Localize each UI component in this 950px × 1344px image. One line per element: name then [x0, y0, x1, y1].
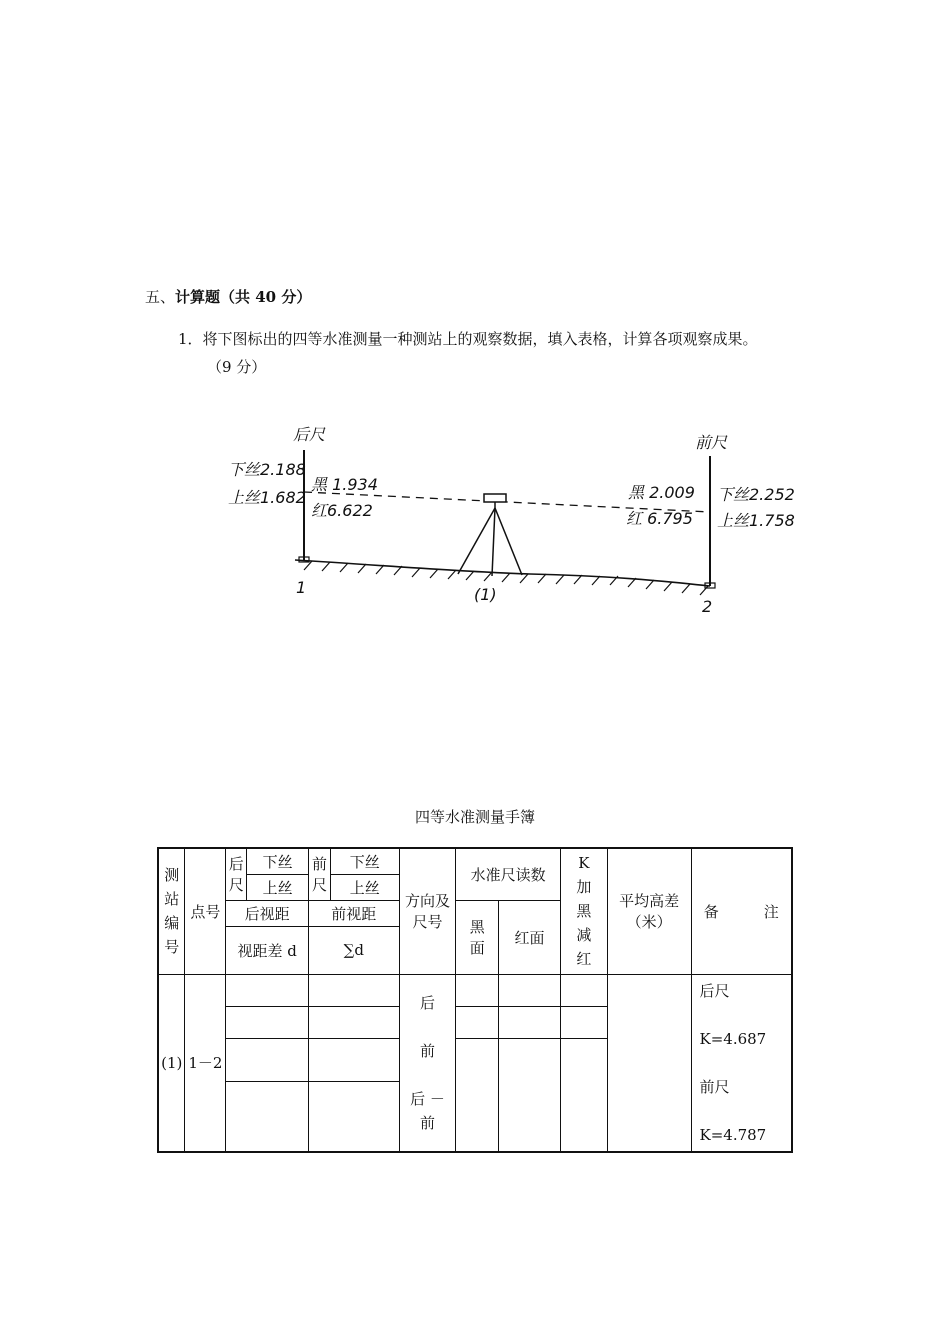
header-avg-height: 平均高差 （米）: [607, 848, 691, 974]
header-front-lower-wire: 下丝: [330, 848, 399, 874]
header-red-face: 红面: [499, 900, 561, 974]
cell-front-lower[interactable]: [309, 974, 400, 1006]
front-red-reading: 红 6.795: [626, 509, 693, 528]
cell-front-upper[interactable]: [309, 1006, 400, 1038]
header-k-check: K 加 黑 减 红: [560, 848, 607, 974]
back-upper-wire: 上丝1.682: [228, 488, 306, 507]
header-front-staff: 前 尺: [309, 848, 331, 900]
cell-back-black[interactable]: [456, 974, 499, 1006]
point-1-label: 1: [296, 578, 307, 597]
cell-back-upper[interactable]: [226, 1006, 309, 1038]
header-staff-reading: 水准尺读数: [456, 848, 561, 900]
leveling-figure: [200, 400, 820, 630]
header-front-upper-wire: 上丝: [330, 874, 399, 900]
question-text: 1．将下图标出的四等水准测量一种测站上的观察数据，填入表格，计算各项观察成果。: [178, 330, 758, 348]
front-lower-wire: 下丝2.252: [717, 485, 795, 504]
station-label: (1): [474, 585, 497, 604]
header-station-no: 测 站 编 号: [158, 848, 185, 974]
header-back-staff: 后 尺: [226, 848, 247, 900]
header-direction: 方向及 尺号: [399, 848, 456, 974]
front-staff-label: 前尺: [695, 433, 728, 452]
header-note: 备 注: [691, 848, 792, 974]
row-station: (1): [158, 974, 185, 1152]
cell-avg-height[interactable]: [607, 974, 691, 1152]
row-points: 1－2: [185, 974, 226, 1152]
cell-front-k[interactable]: [560, 1006, 607, 1038]
question-score: （9 分）: [207, 358, 267, 376]
cell-front-red[interactable]: [499, 1006, 561, 1038]
cell-diff-black[interactable]: [456, 1038, 499, 1152]
cell-diff-k[interactable]: [560, 1038, 607, 1152]
front-upper-wire: 上丝1.758: [717, 511, 795, 530]
cell-distance-diff[interactable]: [226, 1082, 309, 1152]
row-directions: 后 前 后 － 前: [399, 974, 456, 1152]
back-staff-label: 后尺: [293, 425, 326, 444]
cell-back-lower[interactable]: [226, 974, 309, 1006]
header-distance-diff: 视距差 d: [226, 926, 309, 974]
header-point-no: 点号: [185, 848, 226, 974]
back-red-reading: 红6.622: [311, 501, 373, 520]
cell-back-distance[interactable]: [226, 1038, 309, 1082]
header-back-distance: 后视距: [226, 900, 309, 926]
cell-sum-d[interactable]: [309, 1082, 400, 1152]
header-back-upper-wire: 上丝: [247, 874, 309, 900]
section-heading: 计算题（共 40 分）: [175, 288, 312, 306]
header-sum-d: ∑d: [309, 926, 400, 974]
leveling-record-table: [157, 847, 793, 1153]
section-title: [145, 286, 311, 307]
leveling-diagram: [200, 400, 820, 630]
header-back-lower-wire: 下丝: [247, 848, 309, 874]
cell-back-k[interactable]: [560, 974, 607, 1006]
header-black-face: 黑 面: [456, 900, 499, 974]
cell-back-red[interactable]: [499, 974, 561, 1006]
row-notes: 后尺 K=4.687 前尺 K=4.787: [691, 974, 792, 1152]
back-black-reading: 黑 1.934: [311, 475, 378, 494]
tripod: [458, 508, 522, 576]
header-front-distance: 前视距: [309, 900, 400, 926]
table-title: 四等水准测量手簿: [414, 808, 535, 826]
section-prefix: 五、: [145, 288, 176, 306]
ground-hatch: [304, 561, 708, 595]
cell-front-distance[interactable]: [309, 1038, 400, 1082]
point-2-label: 2: [702, 597, 713, 616]
level-instrument: [484, 494, 506, 502]
cell-front-black[interactable]: [456, 1006, 499, 1038]
cell-diff-red[interactable]: [499, 1038, 561, 1152]
front-black-reading: 黑 2.009: [628, 483, 695, 502]
back-lower-wire: 下丝2.188: [228, 460, 306, 479]
